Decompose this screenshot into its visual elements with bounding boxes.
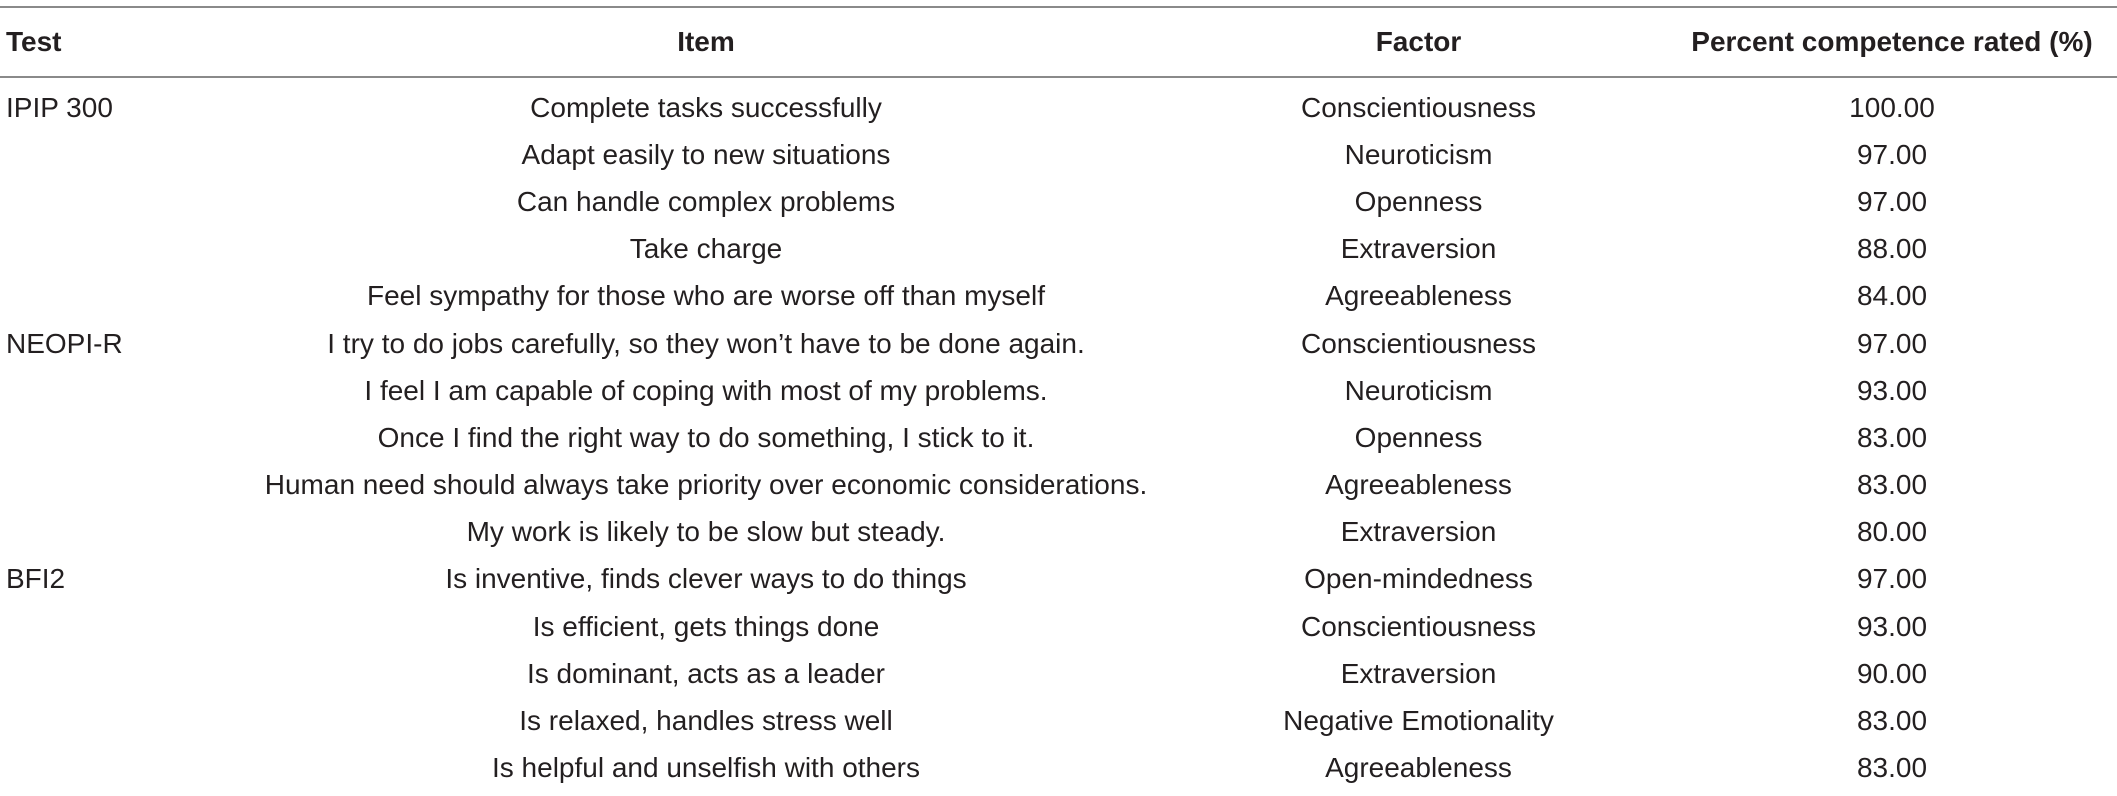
cell-item: Take charge: [629, 233, 783, 265]
cell-percent: 97.00: [1856, 563, 1928, 595]
table-row: [0, 226, 2117, 273]
cell-test: [0, 367, 236, 414]
cell-item: I feel I am capable of coping with most of my problems.: [364, 374, 1048, 406]
table-row: [0, 462, 2117, 509]
table-row: [0, 131, 2117, 178]
cell-percent: 80.00: [1856, 516, 1928, 548]
cell-factor: Agreeableness: [1325, 469, 1512, 501]
table-row: [0, 650, 2117, 697]
cell-item: Complete tasks successfully: [530, 91, 882, 123]
cell-test: [0, 462, 236, 509]
cell-item: Once I find the right way to do something, I stick to it.: [377, 421, 1035, 453]
cell-test: BFI2: [6, 563, 66, 595]
table-row: [0, 273, 2117, 320]
cell-factor: Negative Emotionality: [1283, 705, 1554, 737]
cell-test: [0, 509, 236, 556]
cell-factor: Conscientiousness: [1300, 91, 1537, 123]
table-header: [0, 7, 2117, 77]
cell-factor: Open-mindedness: [1304, 563, 1533, 595]
cell-test: [0, 650, 236, 697]
cell-factor: Neuroticism: [1344, 138, 1493, 170]
cell-percent: 97.00: [1856, 327, 1928, 359]
header-row: [0, 7, 2117, 77]
table-body: [0, 77, 2117, 792]
cell-percent: 88.00: [1856, 233, 1928, 265]
cell-test: [0, 178, 236, 225]
cell-percent: 97.00: [1856, 185, 1928, 217]
cell-test: [0, 697, 236, 744]
cell-factor: Extraversion: [1340, 516, 1497, 548]
cell-factor: Openness: [1354, 421, 1483, 453]
cell-test: [0, 131, 236, 178]
table-row: [0, 745, 2117, 792]
table-row: [0, 556, 2117, 603]
cell-factor: Conscientiousness: [1300, 610, 1537, 642]
cell-item: I try to do jobs carefully, so they won’t have to be done again.: [327, 327, 1085, 359]
cell-percent: 100.00: [1849, 91, 1935, 123]
table-row: [0, 414, 2117, 461]
cell-test: [0, 226, 236, 273]
cell-factor: Extraversion: [1340, 657, 1497, 689]
header-factor: Factor: [1375, 26, 1462, 57]
cell-item: Is relaxed, handles stress well: [519, 705, 893, 737]
cell-test: [0, 273, 236, 320]
table-row: [0, 509, 2117, 556]
cell-test: [0, 603, 236, 650]
cell-item: Is efficient, gets things done: [532, 610, 880, 642]
cell-factor: Neuroticism: [1344, 374, 1493, 406]
cell-percent: 97.00: [1856, 138, 1928, 170]
cell-item: Adapt easily to new situations: [521, 138, 891, 170]
cell-percent: 83.00: [1856, 752, 1928, 784]
cell-factor: Agreeableness: [1325, 752, 1512, 784]
cell-item: Can handle complex problems: [516, 185, 896, 217]
cell-percent: 90.00: [1856, 657, 1928, 689]
cell-item: Is inventive, finds clever ways to do things: [445, 563, 967, 595]
competence-table: [0, 6, 2117, 792]
table-row: [0, 77, 2117, 131]
cell-item: Is helpful and unselfish with others: [491, 752, 921, 784]
cell-item: Feel sympathy for those who are worse off than myself: [366, 280, 1045, 312]
table-row: [0, 320, 2117, 367]
table-row: [0, 697, 2117, 744]
cell-item: Is dominant, acts as a leader: [527, 657, 885, 689]
table-row: [0, 367, 2117, 414]
cell-percent: 93.00: [1856, 610, 1928, 642]
cell-factor: Openness: [1354, 185, 1483, 217]
cell-percent: 83.00: [1856, 421, 1928, 453]
header-test: Test: [6, 26, 62, 57]
table-row: [0, 603, 2117, 650]
cell-factor: Extraversion: [1340, 233, 1497, 265]
cell-test: IPIP 300: [6, 91, 113, 123]
cell-factor: Agreeableness: [1325, 280, 1512, 312]
cell-percent: 84.00: [1856, 280, 1928, 312]
cell-item: My work is likely to be slow but steady.: [466, 516, 946, 548]
cell-test: [0, 414, 236, 461]
cell-test: [0, 745, 236, 792]
cell-factor: Conscientiousness: [1300, 327, 1537, 359]
cell-percent: 93.00: [1856, 374, 1928, 406]
cell-percent: 83.00: [1856, 705, 1928, 737]
header-percent: Percent competence rated (%): [1691, 26, 2093, 57]
header-item: Item: [677, 26, 735, 57]
cell-item: Human need should always take priority over economic considerations.: [264, 469, 1148, 501]
cell-test: NEOPI-R: [6, 327, 123, 359]
cell-percent: 83.00: [1856, 469, 1928, 501]
table-row: [0, 178, 2117, 225]
